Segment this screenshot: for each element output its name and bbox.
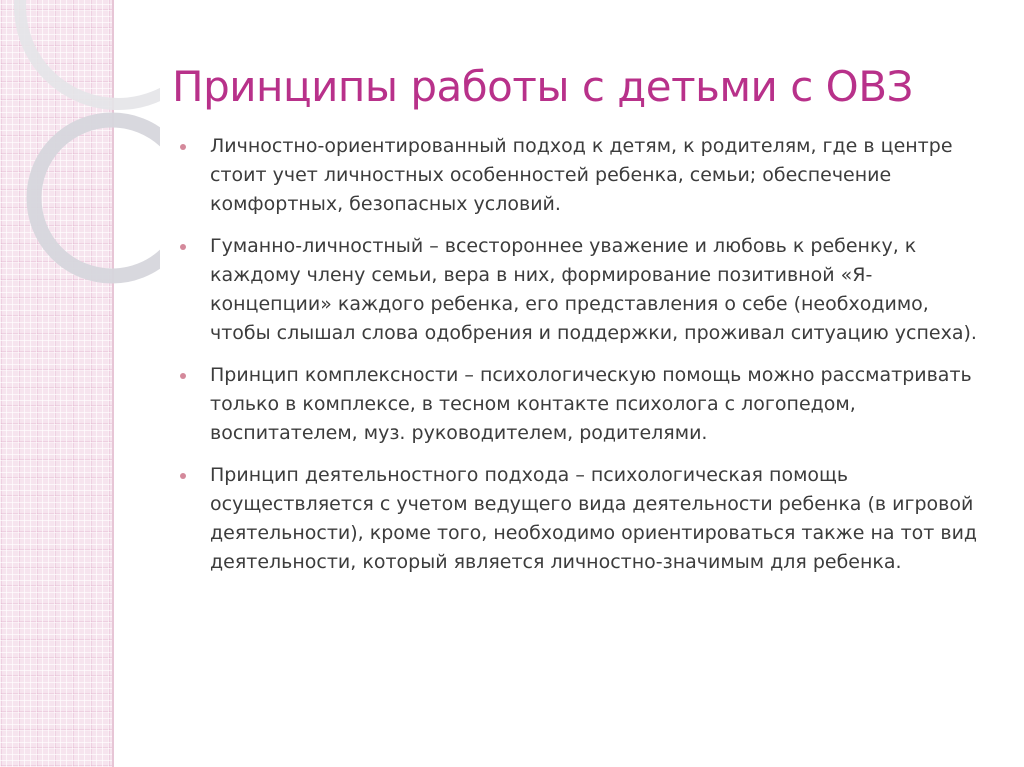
bullet-item (180, 132, 980, 219)
bullet-dot-icon (180, 373, 186, 379)
bullet-dot-icon (180, 473, 186, 479)
bullet-text: Принцип деятельностного подхода – психологическая помощь осуществляется с учетом ведущего вида деятельности ребенка (в игровой деятельности), кроме того, необходимо ориентироваться также на тот вид деятельности, который является личностно-значимым для ребенка. (210, 464, 978, 573)
bullet-dot-icon (180, 144, 186, 150)
bullet-text: Гуманно-личностный – всестороннее уважение и любовь к ребенку, к каждому члену семьи, вера в них, формирование позитивной «Я-концепции» каждого ребенка, его представления о себе (необходимо, чтобы слышал слова одобрения и поддержки, проживал ситуацию успеха). (210, 235, 977, 344)
slide-title: Принципы работы с детьми с ОВЗ (172, 62, 913, 111)
bullet-dot-icon (180, 244, 186, 250)
bullet-list (180, 132, 980, 590)
bullet-text: Принцип комплексности – психологическую помощь можно рассматривать только в комплексе, в тесном контакте психолога с логопедом, воспитателем, муз. руководителем, родителями. (210, 364, 972, 444)
decorative-rings-icon (0, 0, 160, 330)
bullet-item (180, 361, 980, 448)
bullet-text: Личностно-ориентированный подход к детям, к родителям, где в центре стоит учет личностных особенностей ребенка, семьи; обеспечение комфортных, безопасных условий. (210, 135, 953, 215)
bullet-item (180, 461, 980, 577)
bullet-item (180, 232, 980, 348)
